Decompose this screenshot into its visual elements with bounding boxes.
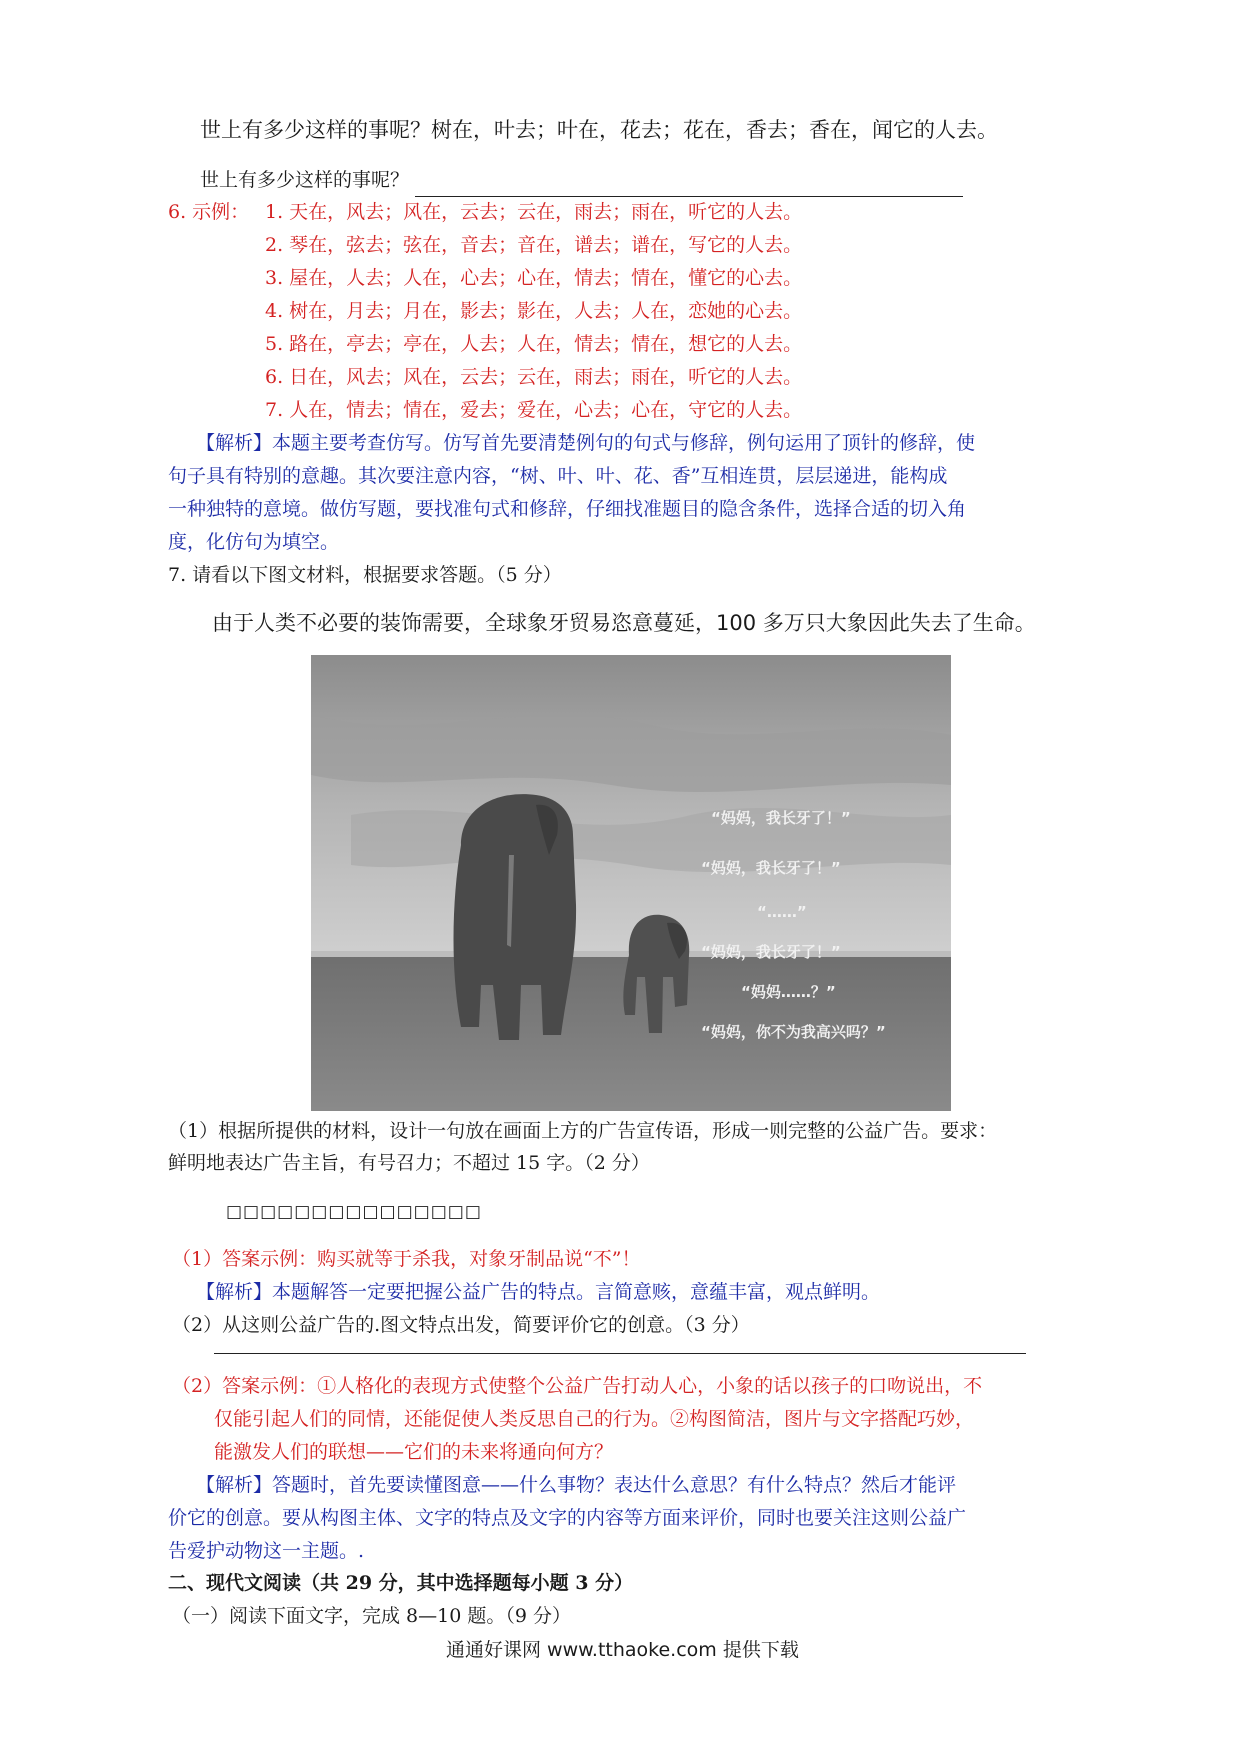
q6-example-5: 5. 路在，亭去；亭在，人去；人在，情去；情在，想它的人去。 [265, 333, 803, 355]
q7-sub2-answer-line-3: 能激发人们的联想——它们的未来将通向何方？ [214, 1441, 614, 1463]
photo-caption-1: “妈妈，我长牙了！” [711, 809, 851, 827]
q7-sub1-line-2: 鲜明地表达广告主旨，有号召力；不超过 15 字。（2 分） [168, 1152, 650, 1174]
q6-analysis-text-1: 本题主要考查仿写。仿写首先要清楚例句的句式与修辞，例句运用了顶针的修辞，使 [272, 432, 976, 454]
q6-analysis-line-1 [196, 427, 975, 459]
q6-analysis-line-4: 度，化仿句为填空。 [168, 531, 340, 553]
q6-example-2: 2. 琴在，弦去；弦在，音去；音在，谱去；谱在，写它的人去。 [265, 234, 803, 256]
analysis-tag: 【解析】 [196, 432, 273, 454]
q7-sub1-analysis-text: 本题解答一定要把握公益广告的特点。言简意赅，意蕴丰富，观点鲜明。 [272, 1281, 881, 1303]
analysis-tag: 【解析】 [196, 1474, 273, 1496]
page-footer: 通通好课网 www.tthaoke.com 提供下载 [446, 1639, 799, 1661]
q6-analysis-line-3: 一种独特的意境。做仿写题，要找准句式和修辞，仔细找准题目的隐含条件，选择合适的切入角 [168, 498, 967, 520]
answer-boxes: □□□□□□□□□□□□□□□ [226, 1202, 482, 1222]
q6-example-6: 6. 日在，风去；风在，云去；云在，雨去；雨在，听它的人去。 [265, 366, 803, 388]
q7-sub2-heading: （2）从这则公益广告的.图文特点出发，简要评价它的创意。（3 分） [172, 1314, 750, 1336]
prompt-line [200, 164, 963, 197]
q7-sub2-answer-line-2: 仅能引起人们的同情，还能促使人类反思自己的行为。②构图简洁，图片与文字搭配巧妙， [214, 1408, 975, 1430]
q7-sub2-answer-line-1: （2）答案示例：①人格化的表现方式使整个公益广告打动人心，小象的话以孩子的口吻说出，不 [172, 1375, 983, 1397]
section2-heading: 二、现代文阅读（共 29 分，其中选择题每小题 3 分） [168, 1572, 634, 1594]
q7-sub1-answer: （1）答案示例：购买就等于杀我，对象牙制品说“不”！ [172, 1248, 641, 1270]
photo-caption-5: “妈妈……？” [741, 983, 836, 1001]
answer-line [214, 1353, 1026, 1354]
q7-sub1-analysis [196, 1276, 880, 1308]
q7-lead: 由于人类不必要的装饰需要，全球象牙贸易恣意蔓延，100 多万只大象因此失去了生命。 [212, 611, 1036, 635]
q7-heading: 7. 请看以下图文材料，根据要求答题。（5 分） [168, 564, 562, 586]
q6-analysis-line-2: 句子具有特别的意趣。其次要注意内容，“树、叶、叶、花、香”互相连贯，层层递进，能构成 [168, 465, 948, 487]
elephant-photo [311, 655, 951, 1111]
q6-example-3: 3. 屋在，人去；人在，心去；心在，情去；情在，懂它的心去。 [265, 267, 803, 289]
q6-example-1: 1. 天在，风去；风在，云去；云在，雨去；雨在，听它的人去。 [265, 201, 803, 223]
answer-blank [415, 164, 963, 197]
q6-label: 6. 示例： [168, 201, 250, 223]
analysis-tag: 【解析】 [196, 1281, 273, 1303]
elephant-photo-graphic [311, 655, 951, 1111]
q6-example-7: 7. 人在，情去；情在，爱去；爱在，心去；心在，守它的人去。 [265, 399, 803, 421]
q7-sub2-analysis-line-2: 价它的创意。要从构图主体、文字的特点及文字的内容等方面来评价，同时也要关注这则公益广 [168, 1507, 967, 1529]
source-sentence: 世上有多少这样的事呢？树在，叶去；叶在，花去；花在，香去；香在，闻它的人去。 [200, 118, 998, 142]
q6-example-4: 4. 树在，月去；月在，影去；影在，人去；人在，恋她的心去。 [265, 300, 803, 322]
prompt-text: 世上有多少这样的事呢？ [200, 169, 410, 191]
q7-sub1-line-1: （1）根据所提供的材料，设计一句放在画面上方的广告宣传语，形成一则完整的公益广告。要求： [168, 1120, 998, 1142]
photo-caption-3: “……” [757, 903, 807, 921]
adult-elephant [454, 794, 577, 1040]
photo-caption-6: “妈妈，你不为我高兴吗？” [701, 1023, 886, 1041]
q7-sub2-analysis-line-3: 告爱护动物这一主题。. [168, 1540, 365, 1562]
photo-caption-2: “妈妈，我长牙了！” [701, 859, 841, 877]
photo-caption-4: “妈妈，我长牙了！” [701, 943, 841, 961]
q7-sub2-analysis-text-1: 答题时，首先要读懂图意——什么事物？表达什么意思？有什么特点？然后才能评 [272, 1474, 957, 1496]
section2-sub: （一）阅读下面文字，完成 8—10 题。（9 分） [172, 1605, 571, 1627]
q7-sub2-analysis-line-1 [196, 1469, 956, 1501]
